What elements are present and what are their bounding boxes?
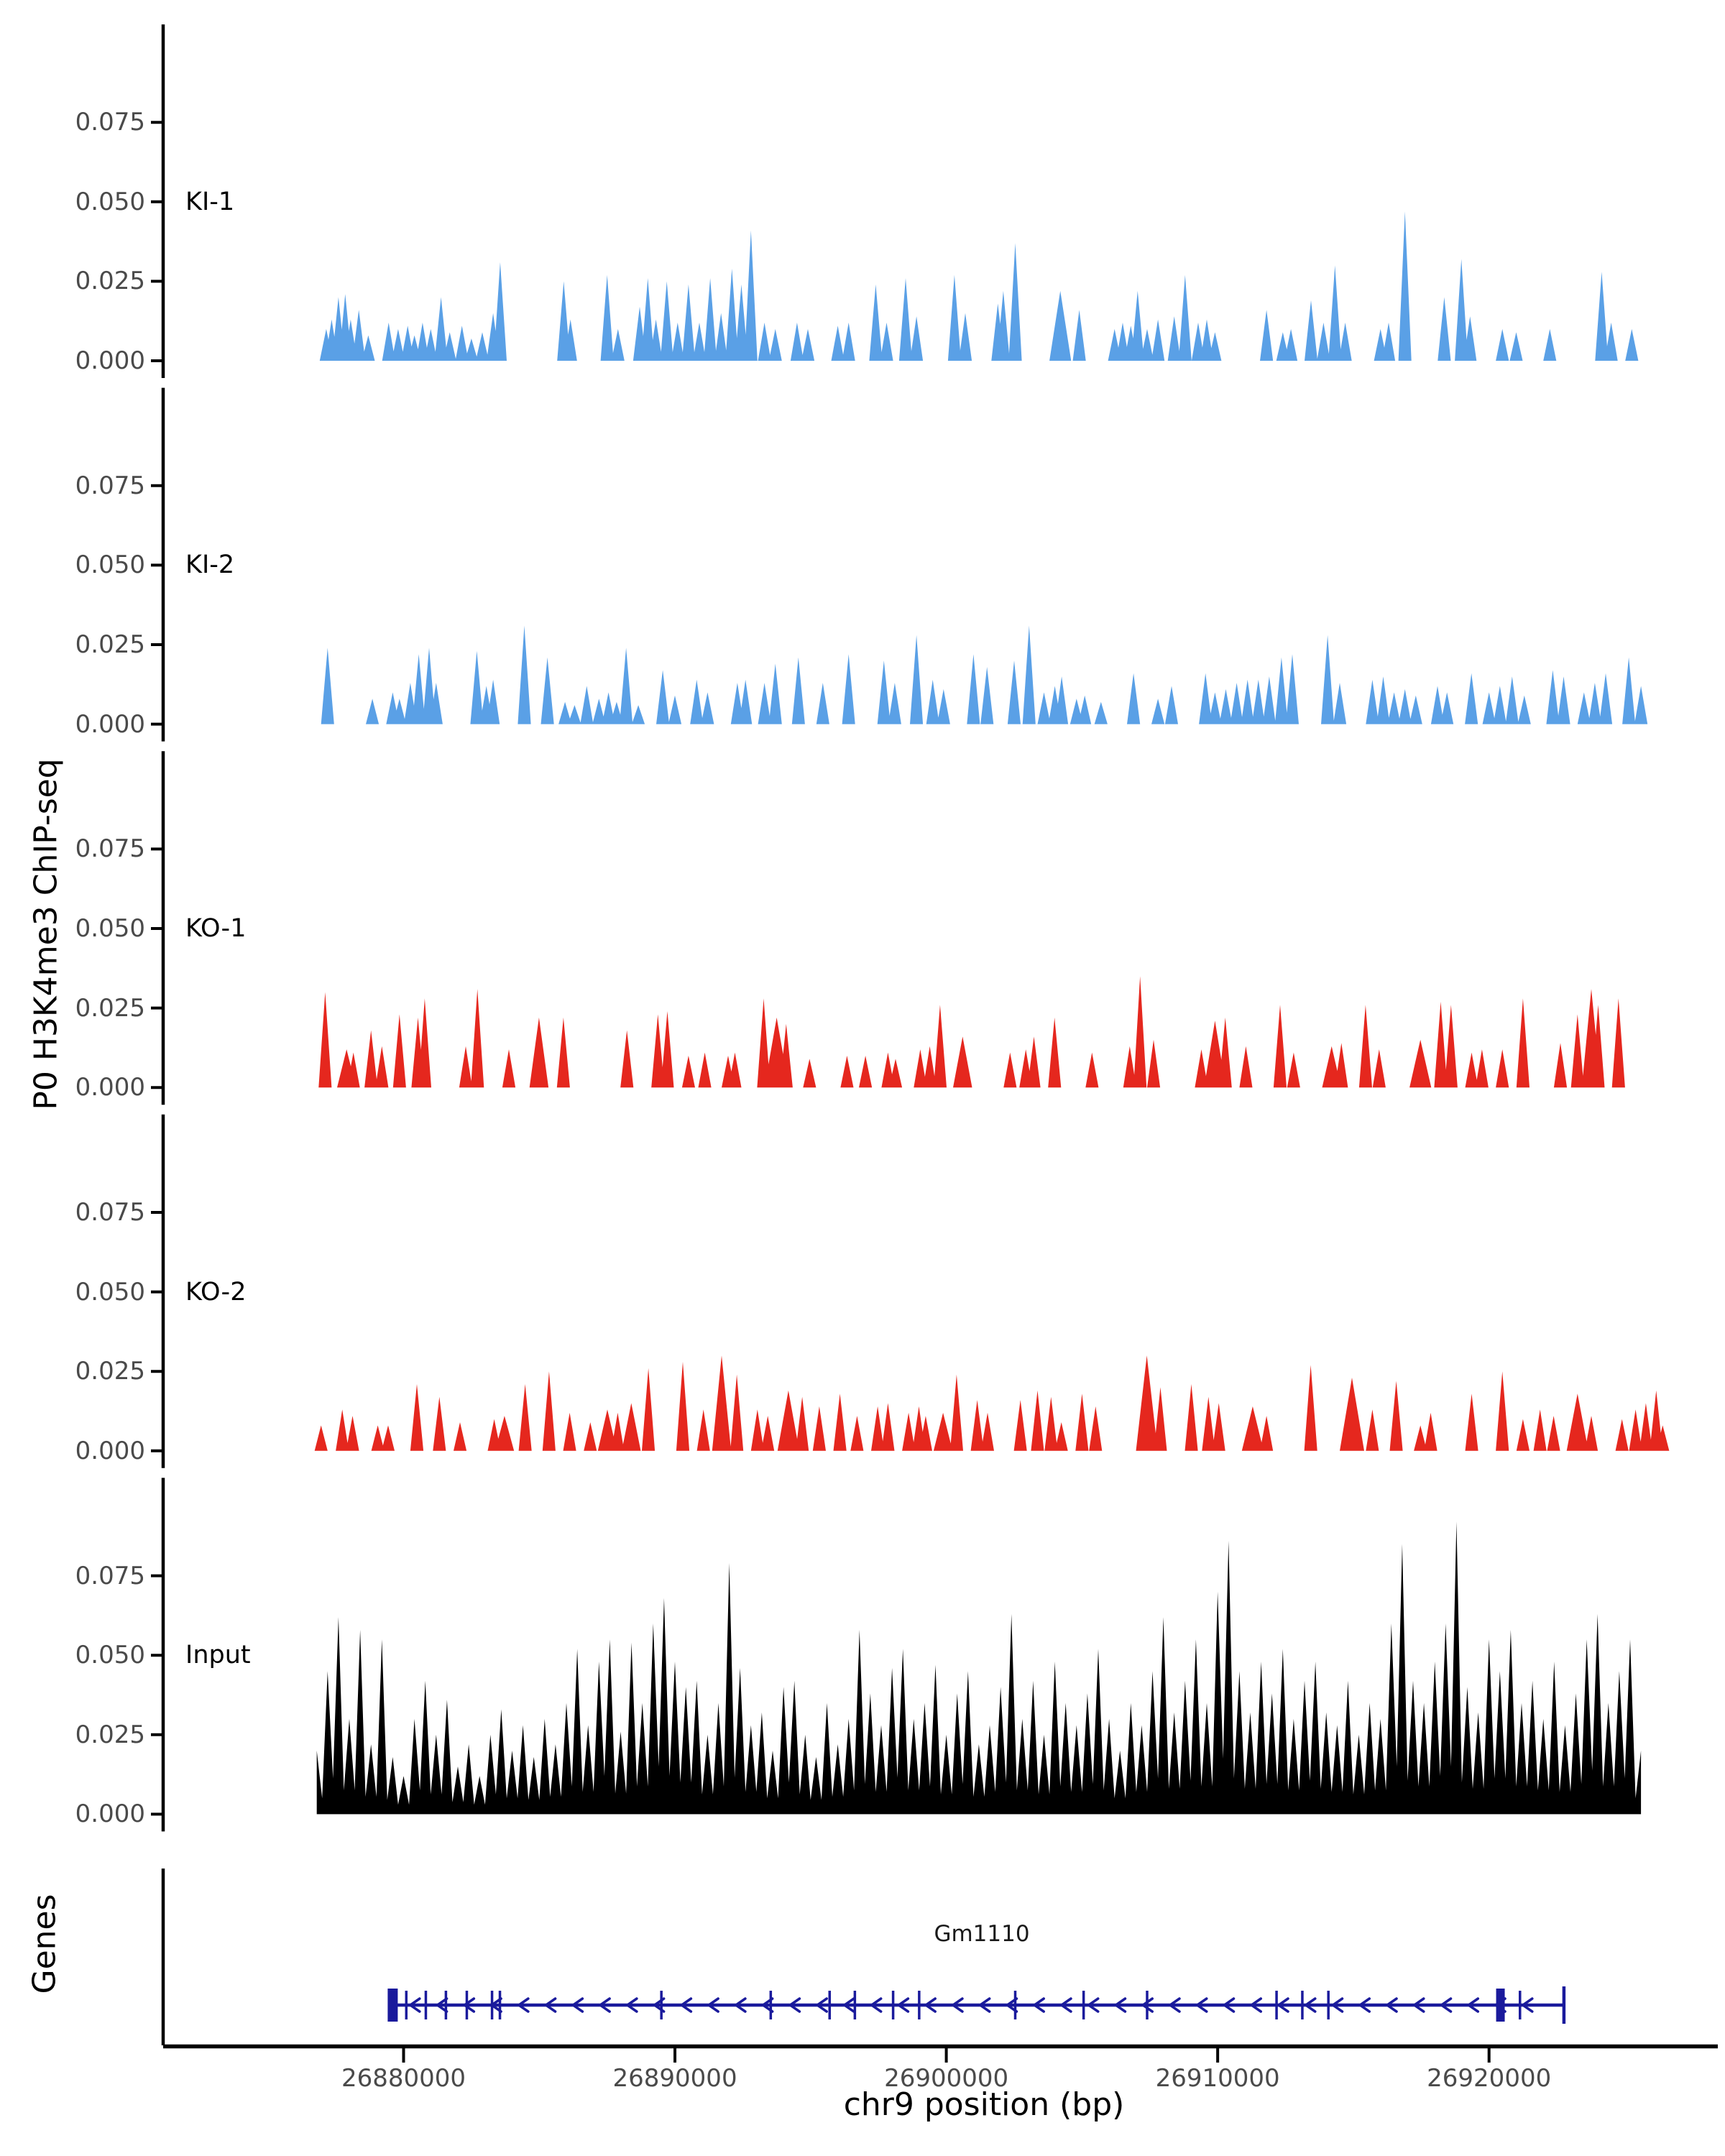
genes-axis-label: Genes bbox=[26, 1894, 63, 1994]
y-tick-label: 0.025 bbox=[75, 630, 145, 659]
track-area-ki-2 bbox=[321, 626, 1648, 724]
y-tick-label: 0.000 bbox=[75, 709, 145, 739]
track-label: KO-2 bbox=[185, 1277, 247, 1307]
track-label: KO-1 bbox=[185, 914, 247, 943]
gene-start-exon-block bbox=[387, 1989, 397, 2022]
y-tick-label: 0.050 bbox=[75, 914, 145, 943]
y-tick-label: 0.075 bbox=[75, 108, 145, 137]
track-area-ko-2 bbox=[315, 1355, 1670, 1451]
y-tick-label: 0.075 bbox=[75, 1561, 145, 1590]
y-tick-label: 0.050 bbox=[75, 1277, 145, 1307]
y-tick-label: 0.000 bbox=[75, 346, 145, 375]
y-tick-label: 0.050 bbox=[75, 1641, 145, 1670]
track-area-input bbox=[317, 1521, 1641, 1814]
track-label: KI-2 bbox=[185, 550, 235, 580]
track-area-ki-1 bbox=[320, 211, 1639, 361]
y-tick-label: 0.025 bbox=[75, 1357, 145, 1386]
x-tick-label: 26890000 bbox=[612, 2064, 737, 2093]
y-tick-label: 0.075 bbox=[75, 1198, 145, 1227]
x-tick-label: 26880000 bbox=[341, 2064, 466, 2093]
x-axis-label: chr9 position (bp) bbox=[843, 2086, 1125, 2123]
track-label: KI-1 bbox=[185, 187, 235, 216]
x-tick-label: 26900000 bbox=[884, 2064, 1009, 2093]
y-tick-label: 0.000 bbox=[75, 1800, 145, 1829]
y-tick-label: 0.025 bbox=[75, 1720, 145, 1749]
y-tick-label: 0.075 bbox=[75, 834, 145, 864]
gene-end-exon-block bbox=[1496, 1989, 1505, 2022]
y-tick-label: 0.025 bbox=[75, 267, 145, 296]
y-tick-label: 0.050 bbox=[75, 187, 145, 216]
y-axis-label: P0 H3K4me3 ChIP-seq bbox=[27, 758, 65, 1110]
y-tick-label: 0.000 bbox=[75, 1073, 145, 1102]
x-tick-label: 26920000 bbox=[1427, 2064, 1552, 2093]
track-label: Input bbox=[185, 1641, 251, 1670]
gene-name-label: Gm1110 bbox=[934, 1921, 1030, 1947]
y-tick-label: 0.025 bbox=[75, 993, 145, 1023]
x-tick-label: 26910000 bbox=[1155, 2064, 1280, 2093]
y-tick-label: 0.050 bbox=[75, 550, 145, 580]
track-area-ko-1 bbox=[318, 976, 1625, 1087]
y-tick-label: 0.075 bbox=[75, 471, 145, 500]
y-tick-label: 0.000 bbox=[75, 1436, 145, 1465]
